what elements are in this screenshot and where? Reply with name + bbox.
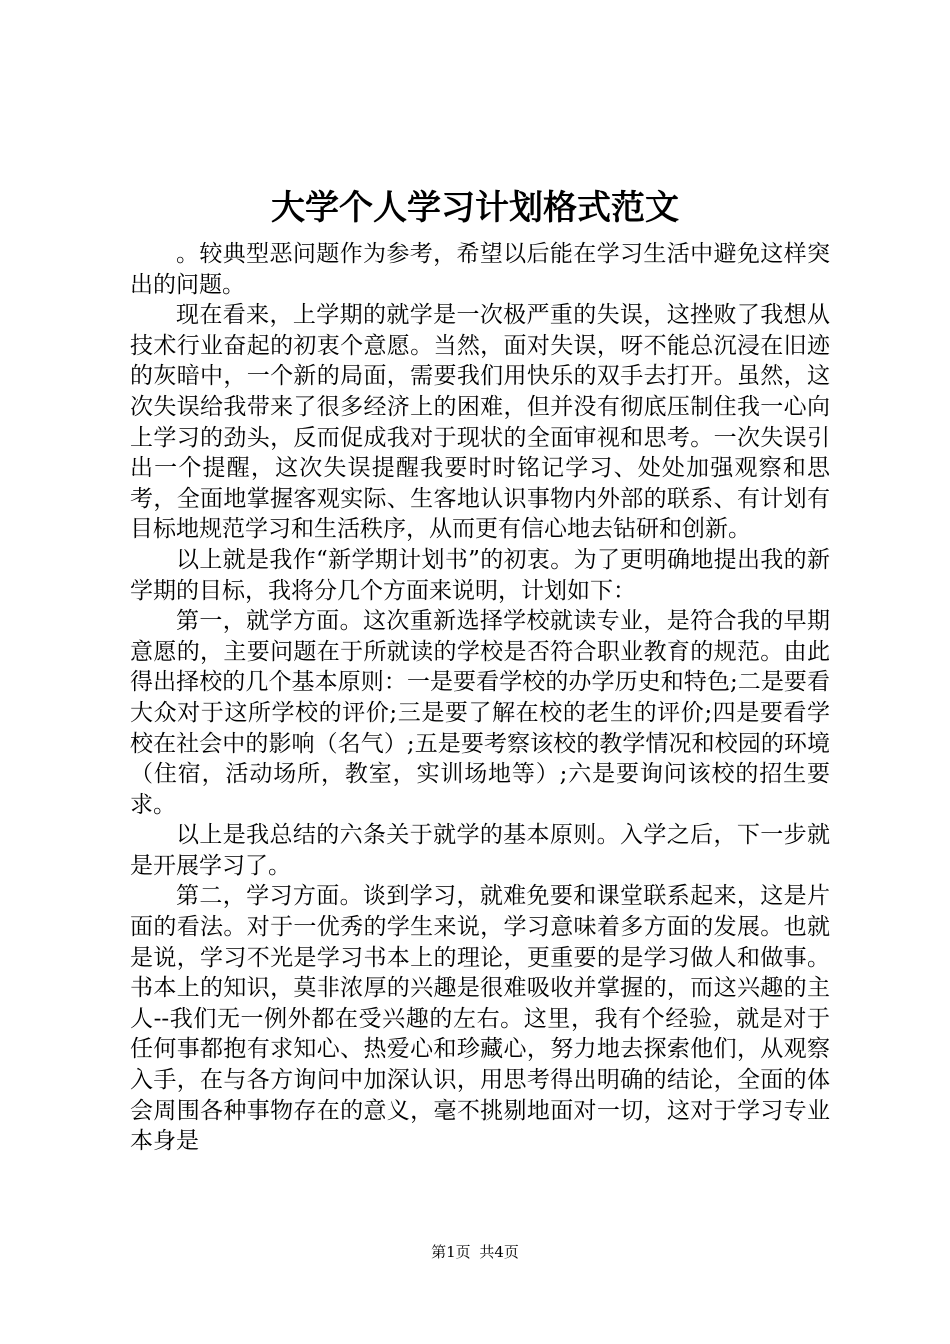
paragraph-1: 。较典型恶问题作为参考，希望以后能在学习生活中避免这样突出的问题。 [130,241,830,298]
paragraph-4: 第一，就学方面。这次重新选择学校就读专业，是符合我的早期意愿的，主要问题在于所就读的学校是否符合职业教育的规范。由此得出择校的几个基本原则：一是要看学校的办学历史和特色;二是要看大众对于这所学校的评价;三是要了解在校的老生的评价;四是要看学校在社会中的影响（名气）;五是要考察该校的教学情况和校园的环境（住宿，活动场所，教室，实训场地等）;六是要询问该校的招生要求。 [130,608,830,818]
page-footer [0,1242,950,1262]
document-title: 大学个人学习计划格式范文 [271,188,679,228]
paragraph-3: 以上就是我作“新学期计划书”的初衷。为了更明确地提出我的新学期的目标，我将分几个方面来说明，计划如下： [130,546,830,604]
paragraph-5: 以上是我总结的六条关于就学的基本原则。入学之后，下一步就是开展学习了。 [130,822,830,879]
document-body [130,239,830,1157]
paragraph-6: 第二，学习方面。谈到学习，就难免要和课堂联系起来，这是片面的看法。对于一优秀的学生来说，学习意味着多方面的发展。也就是说，学习不光是学习书本上的理论，更重要的是学习做人和做事。书本上的知识，莫非浓厚的兴趣是很难吸收并掌握的，而这兴趣的主人--我们无一例外都在受兴趣的左右。这里，我有个经验，就是对于任何事都抱有求知心、热爱心和珍藏心，努力地去探索他们，从观察入手，在与各方询问中加深认识，用思考得出明确的结论，全面的体会周围各种事物存在的意义，毫不挑剔地面对一切，这对于学习专业本身是 [130,883,830,1155]
page-number: 第1页 [431,1243,471,1261]
paragraph-2: 现在看来，上学期的就学是一次极严重的失误，这挫败了我想从技术行业奋起的初衷个意愿。当然，面对失误，呀不能总沉浸在旧迹的灰暗中，一个新的局面，需要我们用快乐的双手去打开。虽然，这次失误给我带来了很多经济上的困难，但并没有彻底压制住我一心向上学习的劲头，反而促成我对于现状的全面审视和思考。一次失误引出一个提醒，这次失误提醒我要时时铭记学习、处处加强观察和思考，全面地掌握客观实际、生客地认识事物内外部的联系、有计划有目标地规范学习和生活秩序，从而更有信心地去钻研和创新。 [130,302,830,543]
page-total: 共4页 [479,1243,519,1261]
